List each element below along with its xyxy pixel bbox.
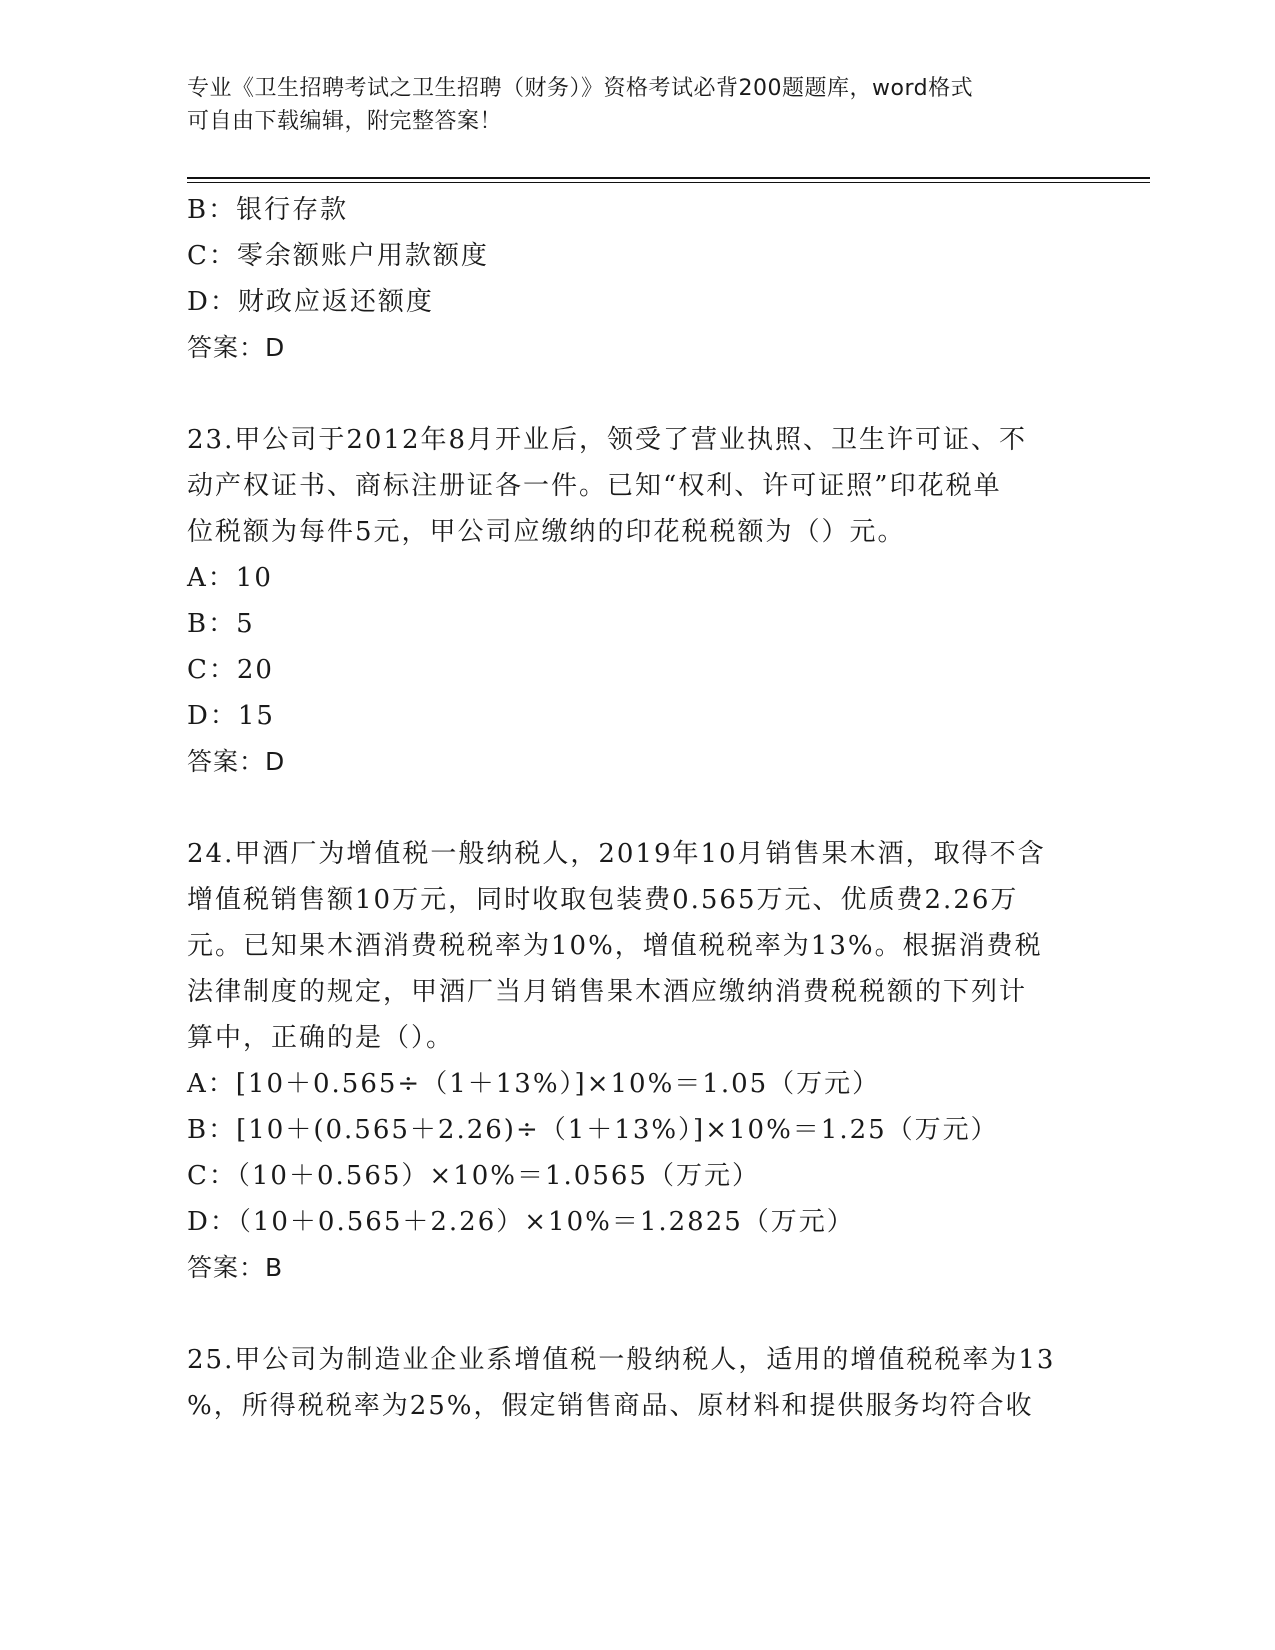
option-a: A：10 [187, 563, 273, 593]
question-stem-line: 元。已知果木酒消费税税率为10%，增值税税率为13%。根据消费税 [187, 931, 1043, 961]
question-stem-line: 24.甲酒厂为增值税一般纳税人，2019年10月销售果木酒，取得不含 [187, 839, 1046, 869]
option-b: B：5 [187, 609, 255, 639]
header-rule [187, 177, 1150, 179]
question-24 [187, 831, 1087, 1291]
question-stem-line: %，所得税税率为25%，假定销售商品、原材料和提供服务均符合收 [187, 1391, 1034, 1421]
question-stem-line: 法律制度的规定，甲酒厂当月销售果木酒应缴纳消费税税额的下列计 [187, 977, 1028, 1007]
option-d: D：15 [187, 701, 275, 731]
option-c: C：零余额账户用款额度 [187, 241, 489, 271]
document-header [187, 72, 1067, 138]
question-content [187, 187, 1087, 1429]
question-23 [187, 417, 1087, 785]
answer-line: 答案：D [187, 333, 286, 362]
header-line: 专业《卫生招聘考试之卫生招聘（财务）》资格考试必背200题题库，word格式 [187, 76, 974, 101]
option-d: D：（10＋0.565＋2.26）×10%＝1.2825（万元） [187, 1207, 855, 1237]
header-line: 可自由下载编辑，附完整答案！ [187, 109, 503, 134]
option-d: D：财政应返还额度 [187, 287, 434, 317]
answer-line: 答案：D [187, 747, 286, 776]
option-c: C：20 [187, 655, 274, 685]
question-stem-line: 23.甲公司于2012年8月开业后，领受了营业执照、卫生许可证、不 [187, 425, 1028, 455]
option-c: C：（10＋0.565）×10%＝1.0565（万元） [187, 1161, 760, 1191]
question-stem-line: 位税额为每件5元，甲公司应缴纳的印花税税额为（）元。 [187, 517, 906, 547]
answer-line: 答案：B [187, 1253, 284, 1282]
question-stem-line: 算中，正确的是（）。 [187, 1023, 455, 1053]
question-22-tail [187, 187, 1087, 371]
option-b: B：银行存款 [187, 195, 349, 225]
option-b: B：[10＋(0.565＋2.26)÷（1＋13%）]×10%＝1.25（万元） [187, 1115, 999, 1145]
question-25 [187, 1337, 1087, 1429]
option-a: A：[10＋0.565÷（1＋13%）]×10%＝1.05（万元） [187, 1069, 881, 1099]
question-stem-line: 增值税销售额10万元，同时收取包装费0.565万元、优质费2.26万 [187, 885, 1019, 915]
question-stem-line: 动产权证书、商标注册证各一件。已知“权利、许可证照”印花税单 [187, 471, 1002, 501]
question-stem-line: 25.甲公司为制造业企业系增值税一般纳税人，适用的增值税税率为13 [187, 1345, 1056, 1375]
header-rule [187, 182, 1150, 183]
